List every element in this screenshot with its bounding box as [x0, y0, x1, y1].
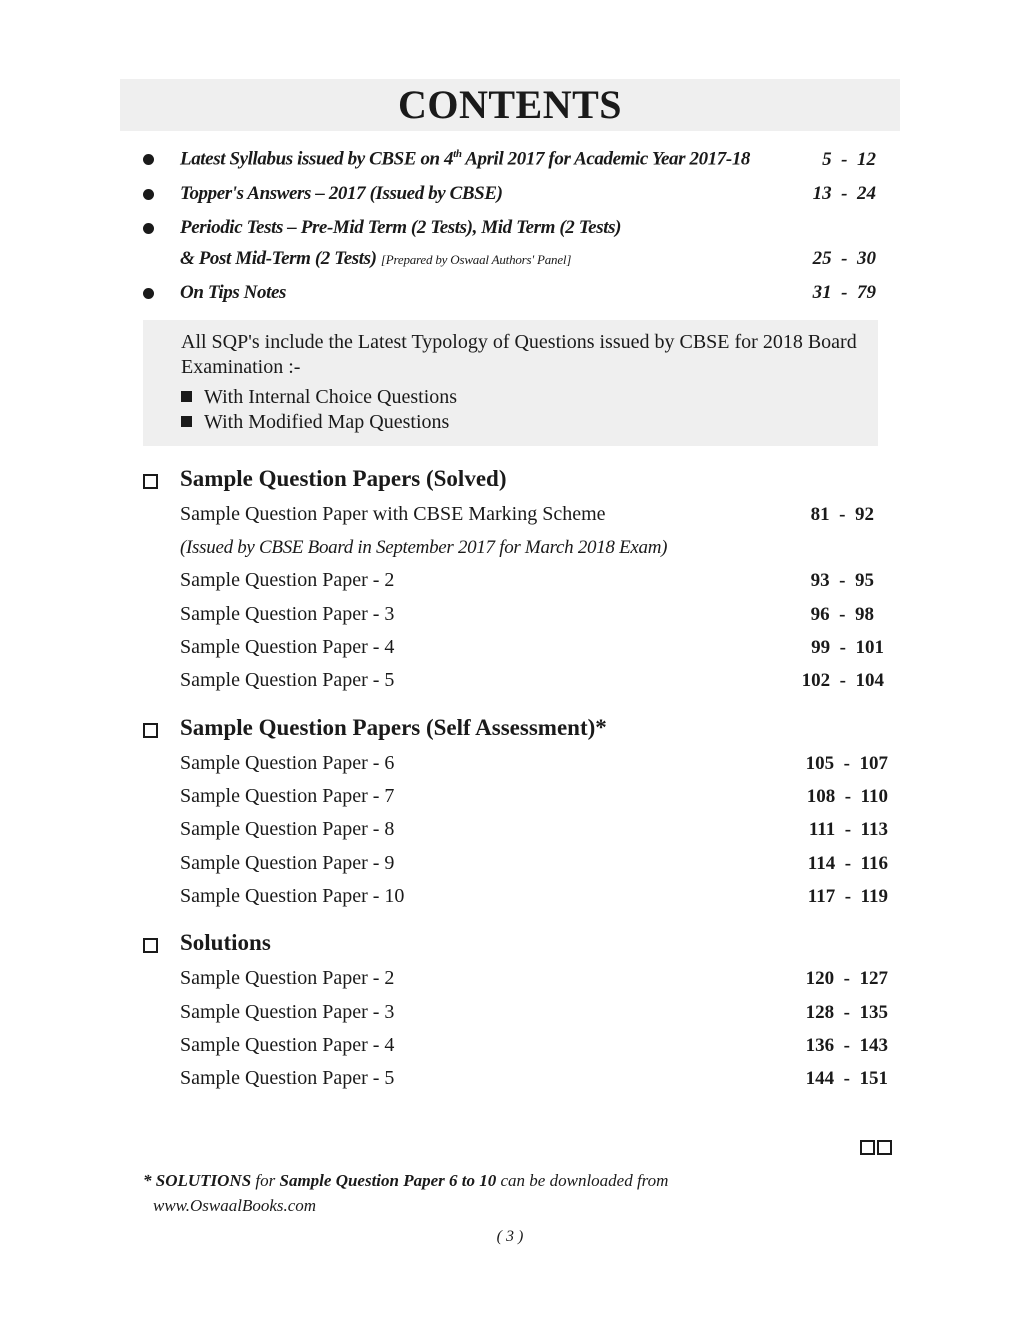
info-box-item-text: With Internal Choice Questions — [204, 386, 458, 408]
end-mark-checkbox-icon — [877, 1140, 892, 1155]
info-box — [143, 320, 878, 446]
footnote — [143, 1171, 668, 1191]
toc-entry-pages: 136 - 143 — [805, 1035, 888, 1056]
toc-entry-label: Sample Question Paper - 5 — [180, 669, 395, 691]
section-heading: Sample Question Papers (Solved) — [180, 466, 507, 491]
footnote-url[interactable]: www.OswaalBooks.com — [153, 1196, 317, 1215]
toc-entry-pages: 120 - 127 — [805, 968, 888, 989]
section-heading: Solutions — [180, 930, 271, 955]
bullet-dot — [143, 154, 154, 165]
intro-item-text-after: April 2017 for Academic Year 2017-18 — [461, 148, 751, 170]
toc-entry-label: Sample Question Paper - 3 — [180, 1001, 395, 1023]
footnote-solutions: * SOLUTIONS — [143, 1171, 252, 1190]
intro-item-pages: 13 - 24 — [812, 183, 876, 204]
intro-item-syllabus — [180, 148, 750, 170]
square-bullet — [181, 416, 192, 427]
bullet-dot — [143, 288, 154, 299]
toc-entry-pages: 144 - 151 — [805, 1068, 888, 1089]
toc-entry-label: Sample Question Paper - 6 — [180, 752, 395, 774]
toc-entry-label: Sample Question Paper - 2 — [180, 569, 395, 591]
toc-entry-pages: 96 - 98 — [810, 604, 874, 625]
toc-entry-label: Sample Question Paper - 10 — [180, 885, 405, 907]
toc-entry-label: Sample Question Paper - 3 — [180, 603, 395, 625]
info-box-item — [181, 411, 449, 434]
toc-entry-label: Sample Question Paper - 4 — [180, 636, 395, 658]
intro-item-pages: 25 - 30 — [812, 248, 876, 269]
page-number: ( 3 ) — [496, 1228, 524, 1245]
section-heading: Sample Question Papers (Self Assessment)* — [180, 715, 607, 740]
toc-entry-pages: 99 - 101 — [811, 637, 884, 658]
toc-entry-pages: 93 - 95 — [810, 570, 874, 591]
intro-item-pages: 31 - 79 — [812, 282, 876, 303]
info-box-text: All SQP's include the Latest Typology of Questions issued by CBSE for 2018 Board Examination :- — [181, 331, 857, 378]
toc-entry-pages: 105 - 107 — [805, 753, 888, 774]
square-bullet — [181, 391, 192, 402]
end-mark-checkbox-icon — [860, 1140, 875, 1155]
toc-entry-label: Sample Question Paper - 8 — [180, 818, 395, 840]
toc-entry-label: Sample Question Paper - 4 — [180, 1034, 395, 1056]
superscript: th — [453, 148, 462, 160]
toc-entry-label: Sample Question Paper - 9 — [180, 852, 395, 874]
toc-entry-note: (Issued by CBSE Board in September 2017 for March 2018 Exam) — [180, 537, 668, 558]
footnote-text: for — [251, 1171, 280, 1190]
toc-entry-label: Sample Question Paper - 2 — [180, 967, 395, 989]
toc-entry-pages: 117 - 119 — [807, 886, 888, 907]
bullet-dot — [143, 223, 154, 234]
intro-item-periodic-tests-line2 — [180, 248, 571, 270]
intro-item-note: [Prepared by Oswaal Authors' Panel] — [380, 252, 572, 267]
intro-item-pages: 5 - 12 — [822, 149, 876, 170]
footnote-papers: Sample Question Paper 6 to 10 — [279, 1171, 497, 1190]
intro-item-periodic-tests: Periodic Tests – Pre-Mid Term (2 Tests), Mid Term (2 Tests) — [180, 217, 622, 238]
page-title: CONTENTS — [397, 82, 623, 127]
contents-title-band — [120, 79, 900, 131]
toc-entry-pages: 128 - 135 — [805, 1002, 888, 1023]
toc-entry-label: Sample Question Paper - 7 — [180, 785, 395, 807]
toc-entry-label: Sample Question Paper - 5 — [180, 1067, 395, 1089]
checkbox-icon — [143, 723, 158, 738]
bullet-dot — [143, 189, 154, 200]
info-box-item — [181, 386, 457, 409]
toc-entry-pages: 108 - 110 — [806, 786, 888, 807]
toc-entry-pages: 114 - 116 — [807, 853, 888, 874]
intro-item-tips-notes: On Tips Notes — [180, 282, 286, 303]
checkbox-icon — [143, 474, 158, 489]
toc-entry-pages: 111 - 113 — [808, 819, 888, 840]
toc-entry-pages: 81 - 92 — [810, 504, 874, 525]
intro-item-text: & Post Mid-Term (2 Tests) — [180, 248, 377, 269]
info-box-item-text: With Modified Map Questions — [204, 411, 450, 433]
checkbox-icon — [143, 938, 158, 953]
toc-entry-label: Sample Question Paper with CBSE Marking Scheme — [180, 503, 606, 525]
toc-entry-pages: 102 - 104 — [801, 670, 884, 691]
intro-item-toppers: Topper's Answers – 2017 (Issued by CBSE) — [180, 183, 503, 204]
intro-item-text: Latest Syllabus issued by CBSE on 4 — [180, 148, 454, 170]
footnote-text: can be downloaded from — [496, 1171, 669, 1190]
